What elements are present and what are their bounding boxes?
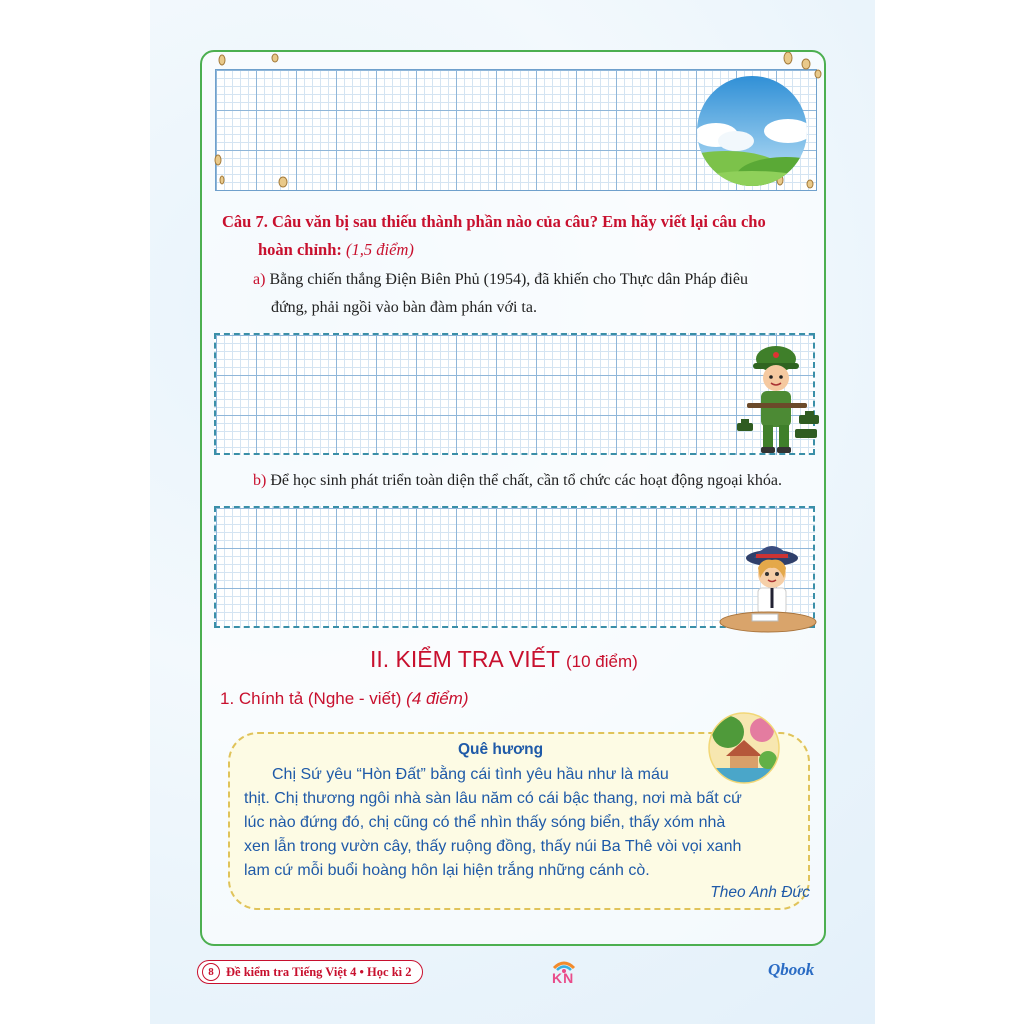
student-writing-icon (718, 538, 818, 634)
subsection-points: (4 điểm) (406, 689, 469, 708)
question-7-points: (1,5 điểm) (346, 240, 414, 259)
passage-line: lam cứ mỗi buổi hoàng hôn lại hiện trắng những cánh cò. (244, 862, 650, 879)
passage-line: lúc nào đứng đó, chị cũng có thể nhìn thấy sóng biển, thấy xóm nhà (244, 814, 726, 831)
book-title: Đề kiểm tra Tiếng Việt 4 • Học kì 2 (226, 964, 412, 979)
qbook-logo (768, 960, 814, 980)
question-7-text-line1: Câu văn bị sau thiếu thành phần nào của câu? Em hãy viết lại câu cho (267, 212, 766, 231)
item-b-line1: Để học sinh phát triển toàn diện thể chất, cần tổ chức các hoạt động ngoại khóa. (270, 472, 782, 489)
question-7-label: Câu 7. (222, 212, 268, 231)
page-number: 8 (202, 963, 220, 981)
item-a-line2: đứng, phải ngồi vào bàn đàm phán với ta. (271, 299, 537, 316)
item-a-line1: Bằng chiến thắng Điện Biên Phủ (1954), đã khiến cho Thực dân Pháp điêu (269, 271, 748, 288)
passage-line: Chị Sứ yêu “Hòn Đất” bằng cái tình yêu hầu như là máu (272, 766, 669, 783)
subsection-title (220, 689, 469, 709)
passage-text (244, 763, 824, 883)
passage-line: thịt. Chị thương ngôi nhà sàn lâu năm có cái bậc thang, nơi mà bất cứ (244, 790, 742, 807)
footer-book-title (197, 960, 423, 984)
writing-grid-a[interactable] (214, 333, 815, 455)
sky-landscape-icon (696, 75, 808, 187)
kn-logo-text: KN (552, 970, 575, 986)
section-title-text: II. KIỂM TRA VIẾT (370, 646, 560, 672)
section-points: (10 điểm) (565, 652, 638, 671)
qbook-logo-text: Qbook (768, 960, 815, 979)
soldier-icon (735, 345, 825, 460)
question-7-text-line2: hoàn chỉnh: (258, 240, 342, 259)
item-a (253, 266, 833, 322)
passage-line: xen lẫn trong vườn cây, thấy ruộng đồng, thấy núi Ba Thê vòi vọi xanh (244, 838, 742, 855)
item-b (253, 467, 853, 495)
question-7 (222, 208, 822, 264)
passage-author: Theo Anh Đức (710, 884, 810, 901)
section-title (370, 646, 638, 673)
item-b-label: b) (253, 472, 267, 489)
subsection-title-text: 1. Chính tả (Nghe - viết) (220, 689, 402, 708)
passage-title: Quê hương (457, 741, 544, 758)
kn-logo (548, 960, 580, 993)
item-a-label: a) (253, 271, 266, 288)
